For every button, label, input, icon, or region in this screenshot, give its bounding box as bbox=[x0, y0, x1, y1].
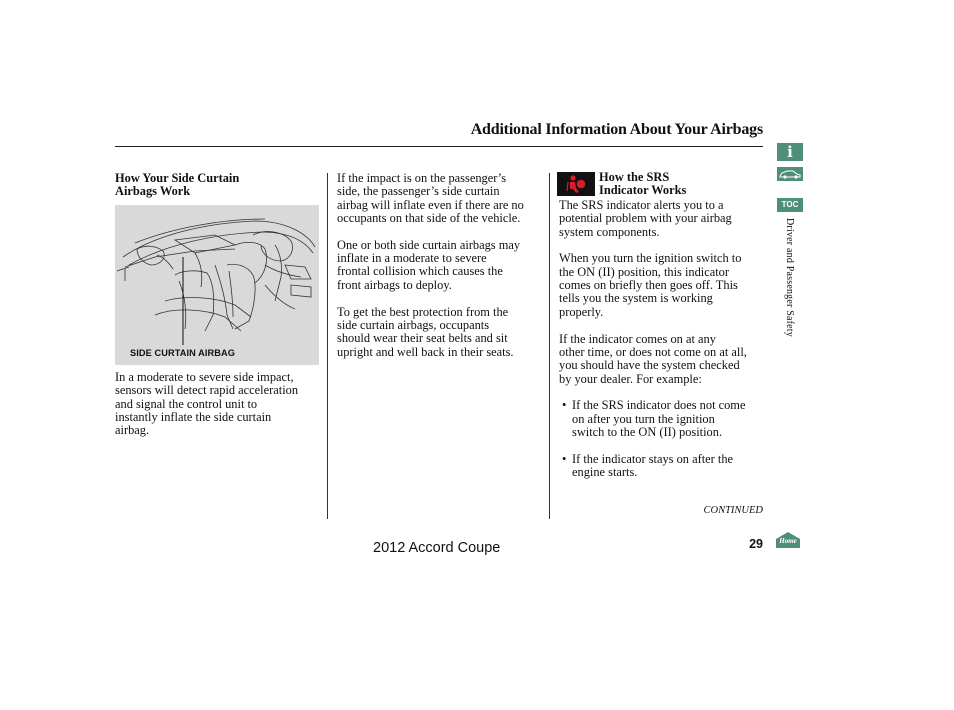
page-title: Additional Information About Your Airbags bbox=[470, 121, 763, 138]
list-item bbox=[559, 399, 769, 439]
paragraph bbox=[337, 306, 547, 359]
figure-caption: SIDE CURTAIN AIRBAG bbox=[130, 348, 236, 358]
text-line: In a moderate to severe side impact, bbox=[115, 370, 294, 384]
text-line: tells you the system is working bbox=[559, 291, 713, 306]
text-line: airbag. bbox=[115, 423, 150, 438]
text-line: airbag will inflate even if there are no bbox=[337, 197, 524, 212]
info-button[interactable] bbox=[777, 143, 803, 161]
text-line: occupants on that side of the vehicle. bbox=[337, 211, 521, 226]
text-line: by your dealer. For example: bbox=[559, 371, 702, 386]
text-line: If the indicator comes on at any bbox=[559, 331, 716, 346]
text-line: on after you turn the ignition bbox=[572, 411, 715, 426]
text-line: you should have the system checked bbox=[559, 358, 740, 373]
text-line: front airbags to deploy. bbox=[337, 277, 452, 292]
srs-indicator-heading bbox=[599, 171, 686, 198]
paragraph bbox=[337, 172, 547, 225]
header-rule bbox=[115, 146, 763, 147]
column-2-body bbox=[337, 172, 547, 372]
side-curtain-body bbox=[115, 371, 325, 451]
continued-label: CONTINUED bbox=[703, 505, 763, 516]
text-line: should wear their seat belts and sit bbox=[337, 331, 508, 346]
text-line: side curtain airbags, occupants bbox=[337, 317, 490, 332]
text-line: instantly inflate the side curtain bbox=[115, 410, 272, 425]
text-line: comes on briefly then goes off. This bbox=[559, 278, 738, 293]
text-line: and signal the control unit to bbox=[115, 396, 258, 411]
text-line: system components. bbox=[559, 224, 660, 239]
column-divider-2 bbox=[549, 173, 550, 519]
model-name: 2012 Accord Coupe bbox=[373, 540, 501, 556]
heading-line: Indicator Works bbox=[599, 183, 687, 198]
text-line: sensors will detect rapid acceleration bbox=[115, 383, 299, 398]
text-line: upright and well back in their seats. bbox=[337, 344, 514, 359]
text-line: When you turn the ignition switch to bbox=[559, 251, 742, 266]
text-line: To get the best protection from the bbox=[337, 304, 509, 319]
text-line: inflate in a moderate to severe bbox=[337, 251, 487, 266]
text-line: other time, or does not come on at all, bbox=[559, 344, 747, 359]
text-line: potential problem with your airbag bbox=[559, 211, 732, 226]
car-interior-drawing bbox=[115, 205, 319, 365]
home-label: Home bbox=[779, 537, 797, 545]
example-list bbox=[559, 399, 769, 479]
info-icon: i bbox=[787, 143, 793, 161]
heading-line: How the SRS bbox=[599, 170, 670, 184]
page-number: 29 bbox=[749, 537, 763, 551]
column-3-body bbox=[559, 199, 769, 493]
heading-line: Airbags Work bbox=[115, 184, 191, 199]
text-line: The SRS indicator alerts you to a bbox=[559, 198, 724, 212]
home-button[interactable] bbox=[774, 531, 802, 549]
paragraph bbox=[559, 252, 769, 319]
airbag-person-icon bbox=[557, 172, 595, 196]
car-icon bbox=[777, 167, 803, 181]
side-curtain-heading bbox=[115, 172, 239, 199]
text-line: frontal collision which causes the bbox=[337, 264, 503, 279]
toc-button[interactable] bbox=[777, 198, 803, 212]
text-line: side, the passenger’s side curtain bbox=[337, 184, 500, 199]
text-line: One or both side curtain airbags may bbox=[337, 237, 521, 252]
paragraph bbox=[337, 239, 547, 292]
column-divider-1 bbox=[327, 173, 328, 519]
text-line: the ON (II) position, this indicator bbox=[559, 264, 729, 279]
vehicle-index-button[interactable] bbox=[777, 167, 803, 181]
list-item bbox=[559, 453, 769, 480]
paragraph bbox=[559, 333, 769, 386]
side-curtain-airbag-illustration bbox=[115, 205, 319, 365]
toc-label: TOC bbox=[781, 200, 799, 209]
srs-indicator-icon bbox=[557, 172, 595, 196]
text-line: properly. bbox=[559, 304, 604, 319]
section-tab-label: Driver and Passenger Safety bbox=[784, 218, 795, 337]
paragraph bbox=[559, 199, 769, 239]
heading-line: How Your Side Curtain bbox=[115, 171, 240, 185]
text-line: switch to the ON (II) position. bbox=[572, 424, 723, 439]
text-line: engine starts. bbox=[572, 465, 638, 480]
text-line: If the SRS indicator does not come bbox=[572, 398, 746, 413]
text-line: If the impact is on the passenger’s bbox=[337, 171, 507, 185]
paragraph bbox=[115, 371, 325, 438]
text-line: If the indicator stays on after the bbox=[572, 451, 734, 466]
